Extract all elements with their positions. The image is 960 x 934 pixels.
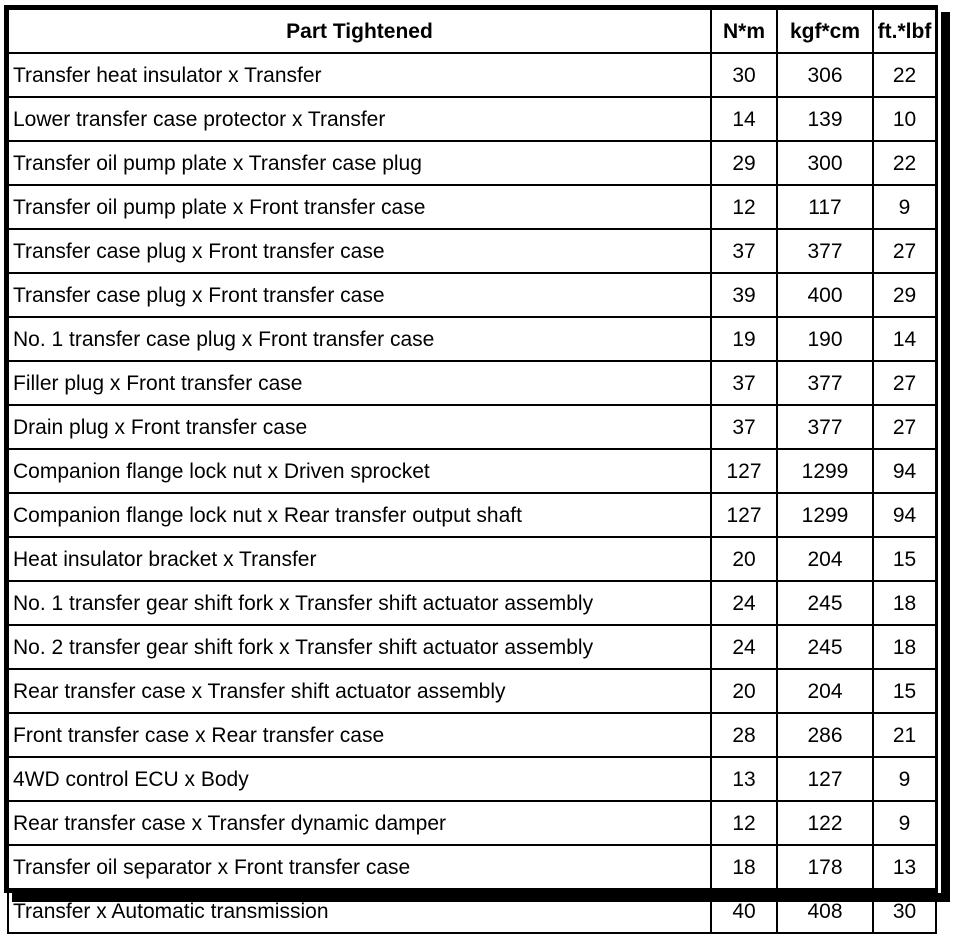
nm-cell: 30	[711, 53, 777, 97]
ft-cell: 18	[873, 581, 936, 625]
part-cell: Rear transfer case x Transfer shift actuator assembly	[8, 669, 711, 713]
nm-cell: 40	[711, 889, 777, 933]
part-cell: Drain plug x Front transfer case	[8, 405, 711, 449]
kgf-cell: 300	[777, 141, 873, 185]
ft-cell: 9	[873, 185, 936, 229]
ft-cell: 9	[873, 801, 936, 845]
part-cell: 4WD control ECU x Body	[8, 757, 711, 801]
table-row	[8, 361, 936, 405]
part-cell: Filler plug x Front transfer case	[8, 361, 711, 405]
table-row	[8, 889, 936, 933]
ft-cell: 21	[873, 713, 936, 757]
kgf-cell: 1299	[777, 449, 873, 493]
table-row	[8, 713, 936, 757]
part-cell: Transfer oil pump plate x Transfer case plug	[8, 141, 711, 185]
part-cell: Transfer oil pump plate x Front transfer case	[8, 185, 711, 229]
table-row	[8, 845, 936, 889]
kgf-cell: 190	[777, 317, 873, 361]
ft-cell: 29	[873, 273, 936, 317]
part-cell: No. 1 transfer case plug x Front transfer case	[8, 317, 711, 361]
ft-cell: 94	[873, 493, 936, 537]
ft-cell: 27	[873, 361, 936, 405]
table-row	[8, 273, 936, 317]
kgf-cell: 286	[777, 713, 873, 757]
table-row	[8, 317, 936, 361]
nm-cell: 18	[711, 845, 777, 889]
ft-cell: 15	[873, 669, 936, 713]
header-row	[8, 9, 936, 53]
part-cell: Transfer x Automatic transmission	[8, 889, 711, 933]
nm-cell: 12	[711, 801, 777, 845]
kgf-cell: 127	[777, 757, 873, 801]
torque-spec-table	[7, 8, 937, 934]
ft-cell: 14	[873, 317, 936, 361]
table-row	[8, 581, 936, 625]
part-cell: Rear transfer case x Transfer dynamic damper	[8, 801, 711, 845]
part-cell: Lower transfer case protector x Transfer	[8, 97, 711, 141]
nm-cell: 13	[711, 757, 777, 801]
kgf-cell: 306	[777, 53, 873, 97]
header-kgf-cm: kgf*cm	[777, 9, 873, 53]
nm-cell: 28	[711, 713, 777, 757]
kgf-cell: 377	[777, 229, 873, 273]
nm-cell: 14	[711, 97, 777, 141]
table-row	[8, 229, 936, 273]
part-cell: Transfer case plug x Front transfer case	[8, 229, 711, 273]
part-cell: Companion flange lock nut x Rear transfer output shaft	[8, 493, 711, 537]
ft-cell: 22	[873, 53, 936, 97]
part-cell: Transfer oil separator x Front transfer case	[8, 845, 711, 889]
nm-cell: 127	[711, 493, 777, 537]
frame-shadow-right	[941, 12, 950, 901]
kgf-cell: 117	[777, 185, 873, 229]
kgf-cell: 204	[777, 669, 873, 713]
nm-cell: 39	[711, 273, 777, 317]
table-row	[8, 185, 936, 229]
nm-cell: 127	[711, 449, 777, 493]
nm-cell: 20	[711, 537, 777, 581]
kgf-cell: 122	[777, 801, 873, 845]
ft-cell: 13	[873, 845, 936, 889]
table-row	[8, 801, 936, 845]
nm-cell: 37	[711, 361, 777, 405]
part-cell: Transfer case plug x Front transfer case	[8, 273, 711, 317]
kgf-cell: 400	[777, 273, 873, 317]
header-part-tightened: Part Tightened	[8, 9, 711, 53]
ft-cell: 9	[873, 757, 936, 801]
table-row	[8, 97, 936, 141]
part-cell: Companion flange lock nut x Driven sprocket	[8, 449, 711, 493]
kgf-cell: 408	[777, 889, 873, 933]
ft-cell: 10	[873, 97, 936, 141]
ft-cell: 22	[873, 141, 936, 185]
table-row	[8, 757, 936, 801]
kgf-cell: 1299	[777, 493, 873, 537]
part-cell: Transfer heat insulator x Transfer	[8, 53, 711, 97]
kgf-cell: 178	[777, 845, 873, 889]
kgf-cell: 139	[777, 97, 873, 141]
nm-cell: 19	[711, 317, 777, 361]
table-row	[8, 493, 936, 537]
ft-cell: 15	[873, 537, 936, 581]
ft-cell: 94	[873, 449, 936, 493]
table-row	[8, 53, 936, 97]
header-ft-lbf: ft.*lbf	[873, 9, 936, 53]
table-row	[8, 405, 936, 449]
nm-cell: 37	[711, 229, 777, 273]
nm-cell: 29	[711, 141, 777, 185]
table-body	[8, 53, 936, 933]
table-row	[8, 625, 936, 669]
table-row	[8, 669, 936, 713]
header-newton-meters: N*m	[711, 9, 777, 53]
nm-cell: 24	[711, 625, 777, 669]
kgf-cell: 245	[777, 625, 873, 669]
table-row	[8, 537, 936, 581]
kgf-cell: 245	[777, 581, 873, 625]
kgf-cell: 377	[777, 361, 873, 405]
part-cell: Heat insulator bracket x Transfer	[8, 537, 711, 581]
nm-cell: 24	[711, 581, 777, 625]
part-cell: No. 2 transfer gear shift fork x Transfer shift actuator assembly	[8, 625, 711, 669]
ft-cell: 18	[873, 625, 936, 669]
kgf-cell: 377	[777, 405, 873, 449]
nm-cell: 20	[711, 669, 777, 713]
part-cell: Front transfer case x Rear transfer case	[8, 713, 711, 757]
nm-cell: 12	[711, 185, 777, 229]
nm-cell: 37	[711, 405, 777, 449]
part-cell: No. 1 transfer gear shift fork x Transfer shift actuator assembly	[8, 581, 711, 625]
ft-cell: 30	[873, 889, 936, 933]
ft-cell: 27	[873, 229, 936, 273]
ft-cell: 27	[873, 405, 936, 449]
kgf-cell: 204	[777, 537, 873, 581]
table-row	[8, 141, 936, 185]
table-row	[8, 449, 936, 493]
